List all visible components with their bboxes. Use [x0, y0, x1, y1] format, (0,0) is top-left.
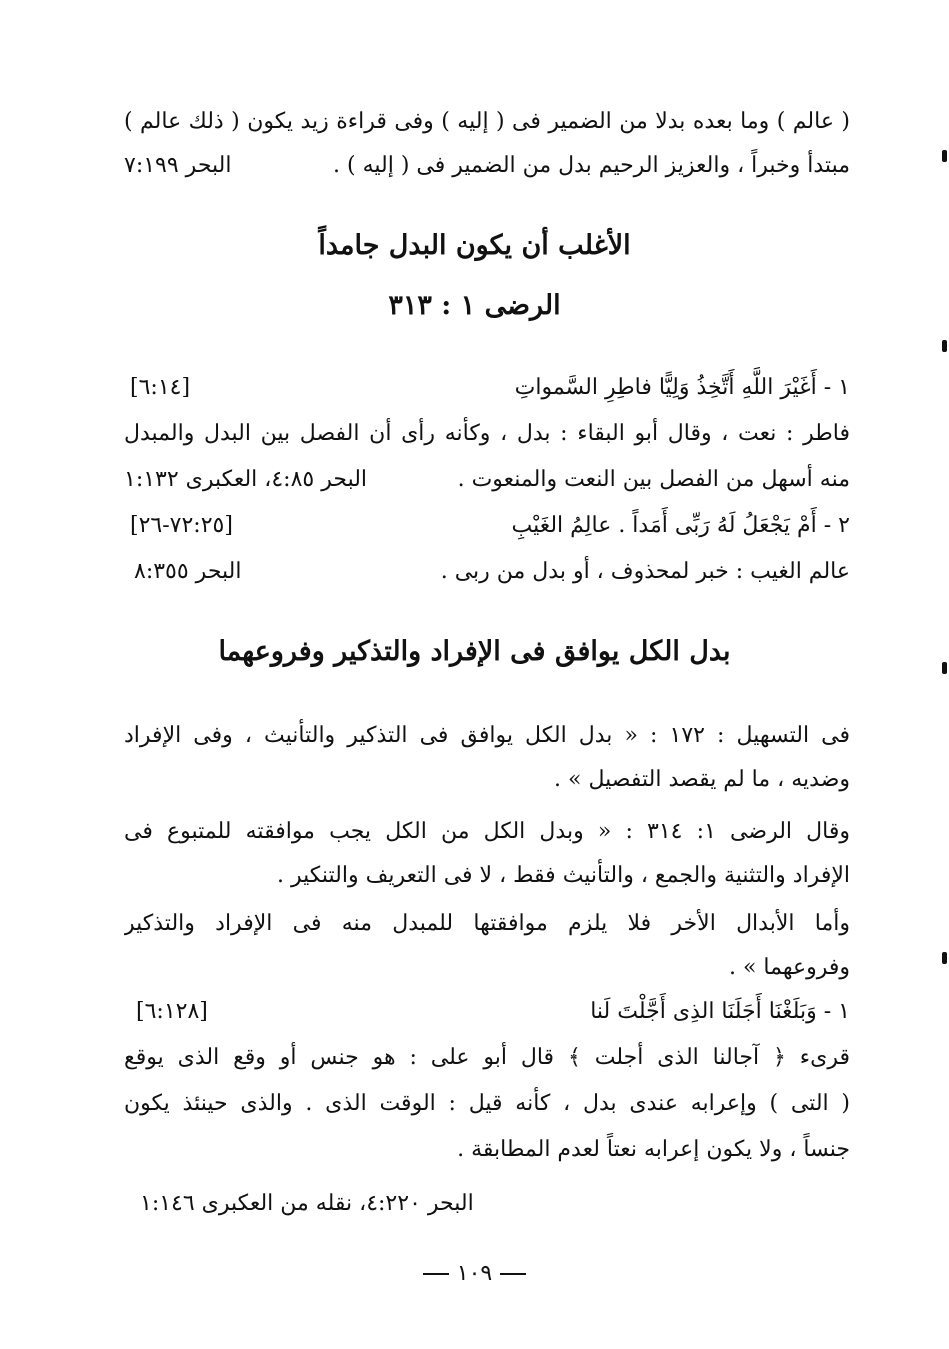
commentary-text: عالم الغيب : خبر لمحذوف ، أو بدل من ربى . — [440, 559, 850, 584]
page-number — [0, 1256, 949, 1292]
source-citation: البحر ٤:٨٥، العكبرى ١:١٣٢ — [124, 467, 368, 492]
paragraph-line: الإفراد والتثنية والجمع ، والتأنيث فقط ، لا فى التعريف والتنكير . — [276, 863, 850, 888]
commentary-line: قرىء ﴿ آجالنا الذى أجلت ﴾ قال أبو على : هو جنس أو وقع الذى يوقع — [124, 1045, 850, 1070]
verse-row — [124, 370, 850, 408]
page-number-text: ١٠٩ — [456, 1261, 493, 1286]
paragraph-line: وقال الرضى ١: ٣١٤ : « وبدل الكل من الكل يجب موافقته للمتبوع فى — [124, 819, 850, 844]
quran-verse: ١ - وَبَلَغْنَا أَجَلَنَا الذِى أَجَّلْتَ لَنا — [590, 999, 850, 1024]
commentary-line: جنساً ، ولا يكون إعرابه نعتاً لعدم المطابقة . — [457, 1137, 850, 1162]
paragraph-line: وأما الأبدال الأخر فلا يلزم موافقتها للمبدل منه فى الإفراد والتذكير — [124, 911, 850, 936]
dash-decoration — [500, 1273, 526, 1275]
paragraph-line: فى التسهيل : ١٧٢ : « بدل الكل يوافق فى التذكير والتأنيث ، وفى الإفراد — [124, 723, 850, 748]
paragraph-line: ( عالم ) وما بعده بدلا من الضمير فى ( إليه ) وفى قراءة زيد يكون ( ذلك عالم ) — [124, 109, 850, 134]
quran-verse: ١ - أَغَيْرَ اللَّهِ أَتَّخِذُ وَلِيًّا فاطِرِ السَّمواتِ — [514, 375, 850, 400]
verse-reference: [٧٢:٢٥-٢٦] — [130, 513, 233, 538]
source-citation: البحر ٤:٢٢٠، نقله من العكبرى ١:١٤٦ — [140, 1191, 474, 1216]
paragraph-text: مبتدأ وخبراً ، والعزيز الرحيم بدل من الضمير فى ( إليه ) . — [333, 153, 850, 178]
margin-mark — [942, 340, 947, 352]
commentary-line: ( التى ) وإعرابه عندى بدل ، كأنه قيل : الوقت الذى . والذى حينئذ يكون — [124, 1091, 850, 1116]
verse-row — [124, 508, 850, 546]
section-title: الأغلب أن يكون البدل جامداً — [318, 230, 631, 261]
source-citation: البحر ٧:١٩٩ — [124, 153, 232, 178]
dash-decoration — [423, 1273, 449, 1275]
margin-mark — [942, 150, 947, 162]
margin-mark — [942, 952, 947, 964]
paragraph-line: وضديه ، ما لم يقصد التفصيل » . — [554, 767, 850, 792]
verse-reference: [٦:١٢٨] — [136, 999, 208, 1024]
paragraph-line-with-source — [124, 148, 850, 186]
commentary-text: منه أسهل من الفصل بين النعت والمنعوت . — [457, 467, 850, 492]
commentary-line-with-source — [124, 554, 850, 592]
verse-row — [124, 994, 850, 1032]
commentary-line-with-source — [124, 462, 850, 500]
verse-reference: [٦:١٤] — [130, 375, 191, 400]
paragraph-line: وفروعهما » . — [728, 955, 850, 980]
source-citation: البحر ٨:٣٥٥ — [134, 559, 242, 584]
section-subtitle: الرضى ١ : ٣١٣ — [388, 290, 561, 321]
quran-verse: ٢ - أَمْ يَجْعَلُ لَهُ رَبِّى أَمَداً . عالِمُ الغَيْبِ — [511, 513, 850, 538]
section-title: بدل الكل يوافق فى الإفراد والتذكير وفروعهما — [218, 636, 731, 667]
commentary-line: فاطر : نعت ، وقال أبو البقاء : بدل ، وكأنه رأى أن الفصل بين البدل والمبدل — [124, 421, 850, 446]
